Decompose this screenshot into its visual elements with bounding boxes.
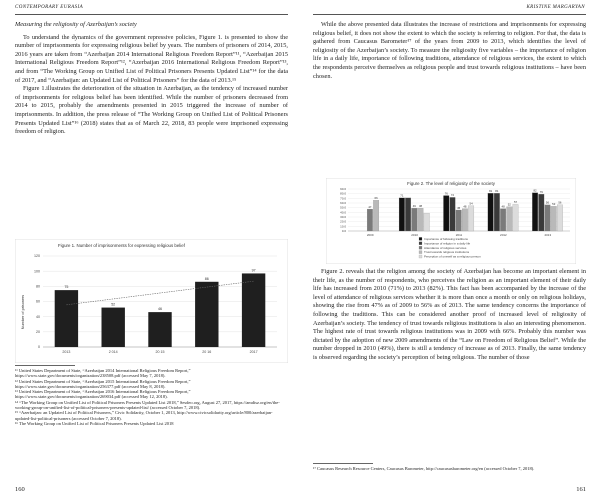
data-label: 79 — [539, 189, 543, 194]
footnote: ¹⁷ Caucasus Research Resource Centers, Caucasus Barometer, http://caucasusbarometer.org/en (accessed October 7, 2018). — [313, 466, 535, 471]
chart-title: Figure 1. Number of imprisonments for expressing religious belief — [58, 243, 185, 248]
figure-2-chart — [326, 178, 576, 264]
data-label: 53 — [552, 202, 556, 207]
right-body-bottom — [313, 268, 586, 363]
data-label: 72 — [450, 193, 455, 198]
x-tick-label: 2013 — [544, 233, 552, 237]
y-tick-label: 90.0 — [340, 187, 346, 191]
data-label: 81 — [489, 189, 493, 193]
x-tick-label: 2011 — [455, 233, 463, 237]
x-tick-label: 2017 — [249, 350, 258, 354]
left-footnotes — [15, 368, 288, 426]
data-label: 81 — [495, 189, 499, 193]
figure-2-svg — [326, 178, 576, 264]
bar — [367, 209, 373, 231]
data-label: 46 — [158, 307, 162, 312]
legend-swatch — [419, 251, 422, 254]
data-label: 52 — [111, 302, 116, 307]
data-label: 86 — [204, 276, 209, 281]
footnote: ¹⁴ “The Working Group on Unified List of Political Prisoners Presents Updated List 2018,” Sesdeo.org, August 27, 2017, https://amdisz.org/en/the-working-group-on-unified-list-of-political-prisoners-presents-updated-list/ (accessed October 7, 2018). — [15, 399, 280, 411]
right-footnotes — [313, 466, 586, 471]
bar — [424, 213, 430, 231]
footnote: ¹² United States Department of State, “Azerbaijan 2015 International Religious Freedom Report,” https://www.state.gov/documents/organization/256377.pdf (accessed May 8, 2018). — [15, 378, 191, 389]
y-tick-label: 50.0 — [340, 205, 346, 210]
paragraph: Figure 1.illustrates the deterioration of the situation in Azerbaijan, as the tendency of increased number of imprisonments for religious belief has been identified. While the number of prisoners decreased from 2014 to 2015, probably the amendments presented in 2015 triggered the increase of number of imprisonments. In addition, the press release of “The Working Group on Unified List of Political Prisoners Presents Updated List”¹⁶ (2018) states that as of March 22, 2018, 83 people were imprisoned expressing freedom of religion. — [15, 85, 288, 136]
section-subheading: Measuring the religiosity of Azerbaijan’s society — [15, 21, 137, 28]
y-tick-label: 40 — [36, 314, 40, 319]
y-tick-label: 70.0 — [340, 196, 346, 201]
legend-entry: Attendance of religious services — [424, 245, 467, 250]
right-body-top — [313, 21, 586, 81]
y-tick-label: 100 — [34, 269, 40, 274]
y-tick-label: 0.0 — [341, 229, 346, 233]
paragraph: To understand the dynamics of the government repressive policies, Figure 1. is presented to show the number of imprisonments for expressing religious belief by years. The numbers of prisoners of 2014, 2015, 2016 years are taken from “Azerbaijan 2014 International Religious Freedom Report”¹¹, “Azerbaijan 2015 International Religious Freedom Report”¹², “Azerbaijan 2016 International Religious Freedom Report”¹³, and from “The Working Group on Unified List of Political Prisoners Presents Updated List”¹⁴ for the data of 2017, and “Azerbaijan: an Updated List of Political Prisoners” for the data of 2013.¹⁵ — [15, 33, 288, 84]
bar — [500, 209, 506, 231]
paragraph: While the above presented data illustrates the increase of restrictions and imprisonments for expressing religious belief, it does not show the extent to which the society is referring to religion. For that, the data is gathered from Caucasus Barometer¹⁷ of the years from 2009 to 2013, which identifies the level of religiosity of the Azerbaijan’s society. To measure the religiosity five variables – the importance of religion life in a daily life, importance of following traditions, attendance of religious services, the extent to which the respondents perceive themselves as religious people and trust towards religious institutions – have been chosen. — [313, 21, 586, 80]
bar — [148, 312, 171, 347]
page-number-right: 161 — [576, 486, 586, 493]
legend-entry: Importance of following traditions — [424, 237, 468, 241]
data-label: 48 — [501, 204, 505, 209]
data-label: 66 — [374, 196, 378, 200]
chart-title: Figure 2. The level of religiosity of the society — [407, 181, 495, 186]
bar — [456, 210, 462, 231]
bar — [557, 205, 563, 231]
footnote: ¹⁶ The Working Group on Unified List of Political Prisoners Presents Updated List 2018 — [15, 420, 174, 426]
data-label: 54 — [469, 201, 473, 206]
data-label: 56 — [558, 200, 562, 205]
bar — [468, 206, 474, 231]
figure-1-chart — [15, 239, 288, 363]
footnote-rule — [313, 463, 373, 464]
bar — [538, 194, 544, 231]
data-label: 56 — [545, 200, 550, 205]
x-tick-label: 2010 — [411, 233, 418, 237]
y-tick-label: 60 — [36, 299, 40, 304]
figure-1-svg — [15, 239, 288, 363]
paragraph: Figure 2. reveals that the religion among the society of Azerbaijan has become an important element in their life, as the number of respondents, who perceives the religion as an important element of their daily life has increased from 2010 (71%) to 2013 (82%). This fact has been accompanied by the increase of the level of attendance of religious services whether it is more than once a month or only on religious holidays, showing the rise from 47% as of 2009 to 56% as of 2013. The same tendency concerns the importance of following the traditions. This can be considered another proof of increased level of religiosity of Azerbaijan’s society. The tendency of trust towards religious institutions is also an interesting phenomenon. The highest rate of trust towards religious institutions was in 2009 with 66%. Probably this number was dictated by the adoption of new 2009 amendments of the “Law on Freedom of Religious Belief”. While the number dropped in 2010 (49%), there is still a tendency of increase as of 2013. Finally, the same tendency is observed regarding the society’s perception of being religious. The number of those — [313, 268, 586, 361]
chart-ylabel: Number of prisoners — [21, 294, 25, 330]
data-label: 52 — [507, 202, 511, 207]
data-label: 45 — [457, 205, 461, 210]
data-label: 76 — [444, 191, 448, 196]
bar — [545, 205, 551, 231]
legend-swatch — [419, 237, 422, 240]
bar — [373, 200, 379, 231]
bar — [494, 193, 500, 231]
y-tick-label: 20.0 — [340, 219, 346, 224]
x-tick-label: 2009 — [366, 233, 374, 237]
running-header-left: CONTEMPORARY EURASIA — [15, 5, 84, 10]
data-label: 47 — [368, 204, 372, 209]
bar — [418, 208, 424, 231]
data-label: 48 — [463, 204, 467, 209]
bar — [532, 193, 538, 231]
header-rule — [313, 14, 586, 15]
bar — [102, 308, 125, 347]
bar — [551, 206, 557, 231]
legend-entry: Perception of oneself as a religious person — [424, 254, 481, 259]
legend-swatch — [419, 246, 422, 249]
y-tick-label: 80 — [36, 284, 40, 289]
y-tick-label: 0 — [38, 345, 40, 350]
legend-swatch — [419, 242, 422, 245]
x-tick-label: 20 15 — [155, 350, 165, 354]
y-tick-label: 30.0 — [340, 215, 346, 219]
y-tick-label: 20 — [36, 330, 40, 335]
legend-entry: Importance of religion in a daily life — [424, 241, 471, 246]
bar — [443, 196, 449, 231]
x-tick-label: 20 16 — [202, 350, 212, 354]
header-rule — [15, 14, 288, 15]
footnote: ¹¹ United States Department of State, “Azerbaijan 2014 International Religious Freedom Report,” https://www.state.gov/documents/organization/238508.pdf (accessed May 7, 2018). — [15, 368, 191, 379]
x-tick-label: 2012 — [500, 233, 507, 237]
data-label: 71 — [400, 193, 404, 198]
bar — [242, 273, 265, 347]
data-label: 82 — [533, 188, 537, 193]
y-tick-label: 10.0 — [340, 224, 346, 229]
data-label: 97 — [251, 268, 256, 273]
data-label: 38 — [418, 203, 423, 208]
y-tick-label: 120 — [34, 254, 40, 259]
bar — [399, 198, 405, 231]
right-page — [300, 0, 600, 499]
bar — [488, 193, 494, 231]
y-tick-label: 40.0 — [340, 210, 346, 215]
footnote-rule — [15, 365, 75, 366]
legend-entry: Trust towards religious institutions — [424, 250, 470, 255]
bar — [195, 282, 218, 347]
bar — [462, 209, 468, 231]
running-header-right: KRISTINE MARGARYAN — [526, 5, 585, 10]
bar — [450, 197, 456, 231]
footnote: ¹³ United States Department of State, “Azerbaijan 2016 International Religious Freedom Report,” https://www.state.gov/documents/organization/269034.pdf (accessed May 12, 2018). — [15, 389, 191, 400]
y-tick-label: 60.0 — [340, 201, 346, 205]
bar — [411, 208, 417, 231]
legend-swatch — [419, 255, 422, 258]
data-label: 75 — [64, 285, 69, 290]
x-tick-label: 2013 — [62, 350, 71, 354]
data-label: 49 — [412, 203, 416, 208]
bar — [405, 198, 411, 231]
page-number-left: 160 — [15, 486, 25, 493]
data-label: 57 — [513, 200, 518, 205]
x-tick-label: 2 014 — [108, 350, 118, 354]
y-tick-label: 80.0 — [340, 191, 346, 196]
bar — [513, 204, 519, 231]
bar — [55, 290, 78, 347]
bar — [507, 207, 513, 231]
left-body — [15, 21, 288, 137]
footnote: ¹⁵ “Azerbaijan: an Updated List of Political Prisoners,” Civic Solidarity, October 1, 2013, http://www.civicsolidarity.org/article/800/azerbaijan-updated-list-political-prisoners (accessed October 7, 2018). — [15, 410, 273, 421]
